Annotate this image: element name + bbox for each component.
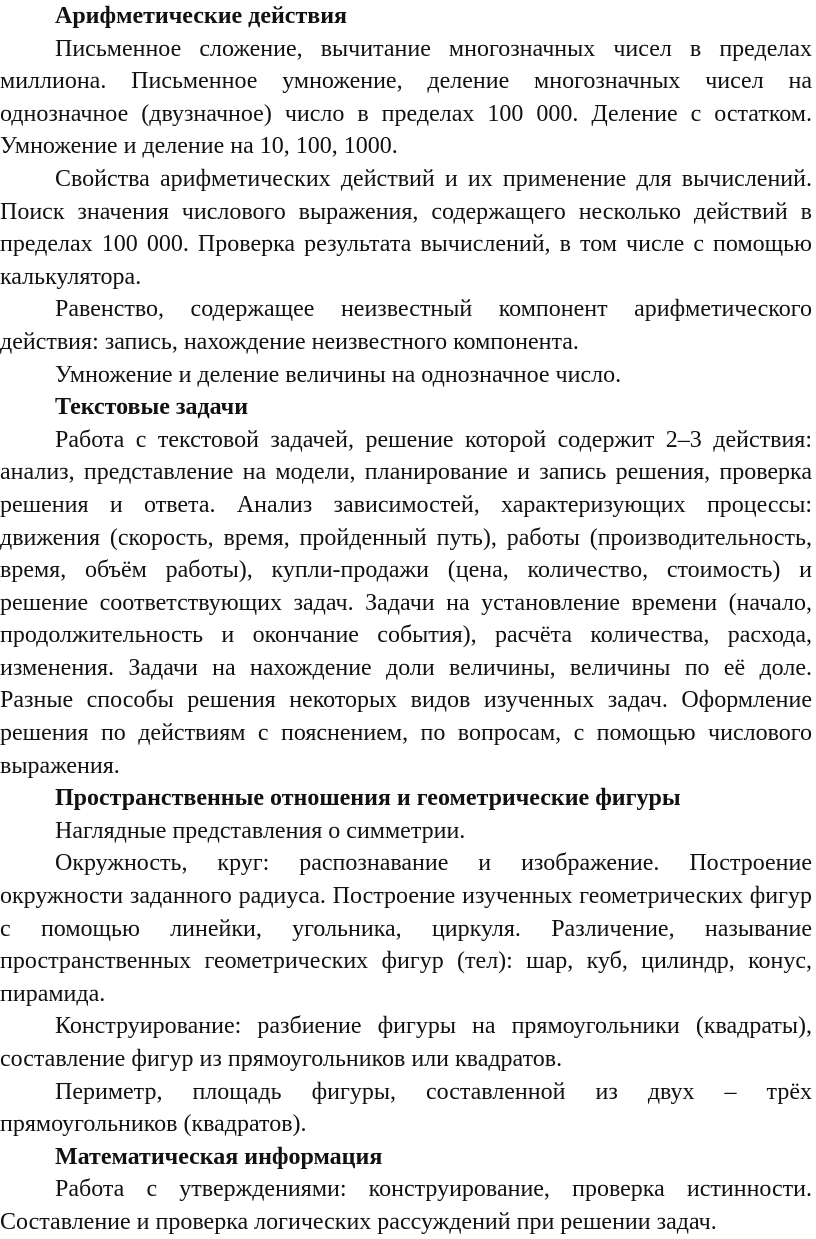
paragraph: Работа с текстовой задачей, решение которой содержит 2–3 действия: анализ, представление на модели, планирование и запись решения, проверка решения и ответа. Анализ зависимостей, характеризующих процессы: движения (скорость, время, пройденный путь), работы (производительность, время, объём работы), купли-продажи (цена, количество, стоимость) и решение соответствующих задач. Задачи на установление времени (начало, продолжительность и окончание события), расчёта количества, расхода, изменения. Задачи на нахождение доли величины, величины по её доле. Разные способы решения некоторых видов изученных задач. Оформление решения по действиям с пояснением, по вопросам, с помощью числового выражения. xyxy=(0,426,812,779)
section-heading-arithmetic: Арифметические действия xyxy=(55,3,348,29)
paragraph: Умножение и деление величины на однозначное число. xyxy=(55,361,622,388)
paragraph: Наглядные представления о симметрии. xyxy=(55,817,466,844)
paragraph: Конструирование: разбиение фигуры на прямоугольники (квадраты), составление фигур из прямоугольников или квадратов. xyxy=(0,1013,812,1072)
paragraph: Письменное сложение, вычитание многозначных чисел в пределах миллиона. Письменное умножение, деление многозначных чисел на однозначное (двузначное) число в пределах 100 000. Деление с остатком. Умножение и деление на 10, 100, 1000. xyxy=(0,35,812,160)
paragraph: Периметр, площадь фигуры, составленной из двух – трёх прямоугольников (квадратов). xyxy=(0,1078,812,1138)
section-heading-math-information: Математическая информация xyxy=(55,1143,383,1170)
section-heading-geometry: Пространственные отношения и геометрические фигуры xyxy=(55,785,681,812)
paragraph: Работа с утверждениями: конструирование, проверка истинности. Составление и проверка логических рассуждений при решении задач. xyxy=(0,1176,812,1235)
paragraph: Окружность, круг: распознавание и изображение. Построение окружности заданного радиуса. Построение изученных геометрических фигур с помощью линейки, угольника, циркуля. Различение, называние пространственных геометрических фигур (тел): шар, куб, цилиндр, конус, пирамида. xyxy=(0,850,812,1007)
paragraph: Свойства арифметических действий и их применение для вычислений. Поиск значения числового выражения, содержащего несколько действий в пределах 100 000. Проверка результата вычислений, в том числе с помощью калькулятора. xyxy=(0,165,812,290)
section-heading-word-problems: Текстовые задачи xyxy=(55,394,249,421)
paragraph: Равенство, содержащее неизвестный компонент арифметического действия: запись, нахождение неизвестного компонента. xyxy=(0,296,812,355)
